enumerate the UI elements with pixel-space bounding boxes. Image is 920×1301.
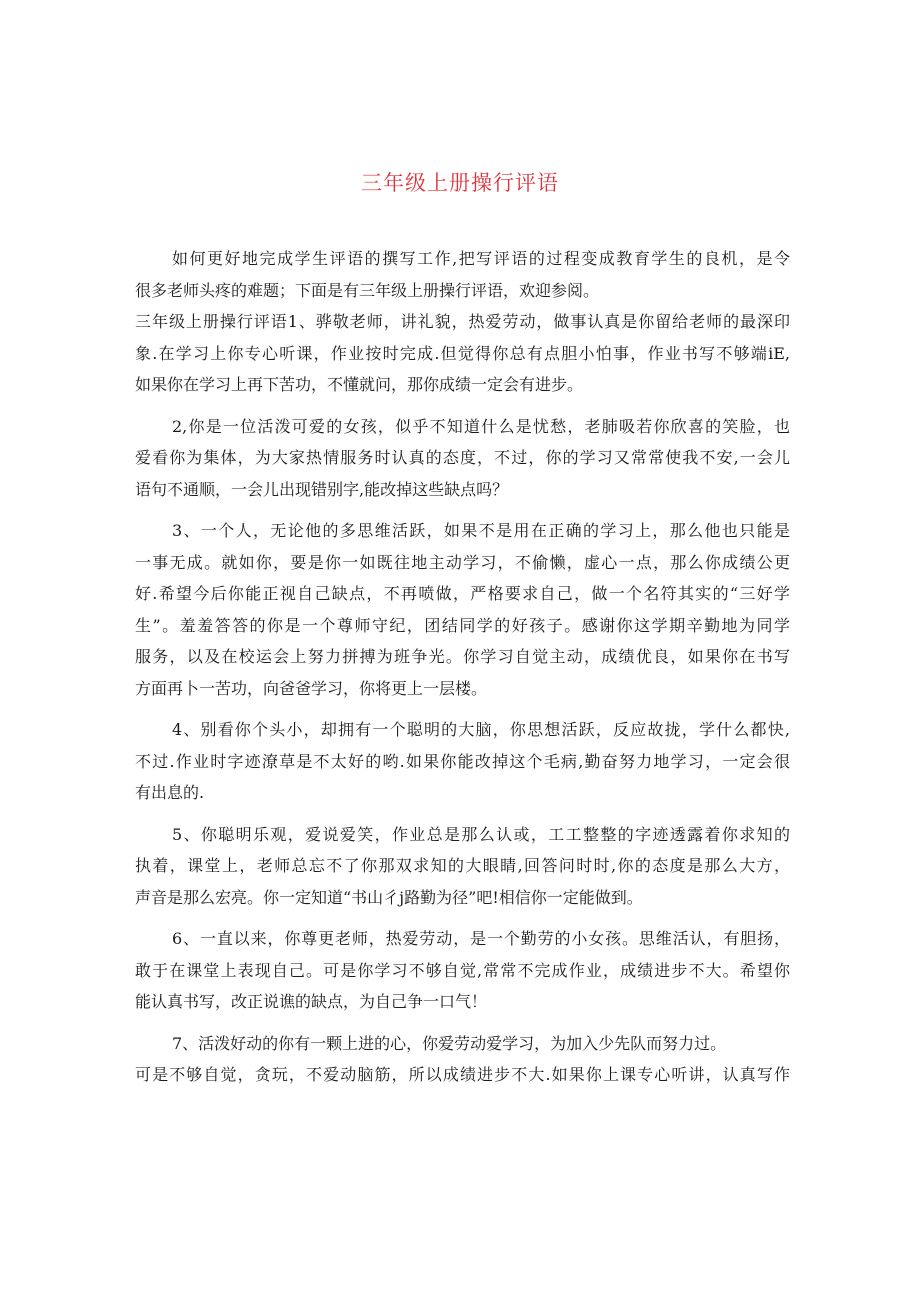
paragraph-line: 6、一直以来，你尊更老师，热爱劳动，是一个勤劳的小女孩。思维活认，有胆扬， xyxy=(172,929,790,948)
paragraph-line: 声音是那么宏亮。你一定知道“书山彳j路勤为径”吧!相信你一定能做到。 xyxy=(135,887,643,907)
paragraph-line: 3、一个人，无论他的多思维活跃，如果不是用在正确的学习上，那么他也只能是 xyxy=(172,521,790,540)
paragraph-line: 语句不通顺，一会儿出现错别字,能改掉这些缺点吗？ xyxy=(135,479,509,499)
paragraph-line: 生”。羞羞答答的你是一个尊师守纪，团结同学的好孩子。感谢你这学期辛勤地为同学 xyxy=(135,615,790,635)
paragraph-gap xyxy=(135,704,790,714)
paragraph-line: 方面再卜一苦功，向爸爸学习，你将更上一层楼。 xyxy=(135,678,488,698)
paragraph-line: 4、别看你个头小，却拥有一个聪明的大脑，你思想活跃，反应故拢，学什么都快, xyxy=(172,720,790,739)
paragraph-line: 很多老师头疼的难题；下面是有三年级上册操行评语，欢迎参阅。 xyxy=(135,280,600,300)
paragraph-line: 三年级上册操行评语1、骅敬老师，讲礼貌，热爱劳动，做事认真是你留给老师的最深印 xyxy=(135,312,790,331)
paragraph-gap xyxy=(135,913,790,923)
paragraph-line: 一事无成。就如你，要是你一如既往地主动学习，不偷懒，虚心一点，那么你成绩公更 xyxy=(135,552,790,572)
paragraph-line: 5、你聪明乐观，爱说爱笑，作业总是那么认或，工工整整的字迹透露着你求知的 xyxy=(172,824,790,844)
paragraph-line: 能认真书写，改正说谯的缺点，为自己争一口气！ xyxy=(135,992,488,1011)
paragraph-line: 执着，课堂上，老师总忘不了你那双求知的大眼睛,回答问时时,你的态度是那么大方， xyxy=(135,856,790,875)
paragraph-line: 爱看你为集体，为大家热情服务时认真的态度，不过，你的学习又常常使我不安,一会儿 xyxy=(135,448,790,467)
paragraph-line: 不过.作业时字迹潦草是不太好的哟.如果你能改掉这个毛病,勤奋努力地学习，一定会很 xyxy=(135,751,790,771)
paragraph-line: 服务，以及在校运会上努力拼搏为班争光。你学习自觉主动，成绩优良，如果你在书写 xyxy=(135,647,790,666)
paragraph-line: 好.希望今后你能正视自己缺点，不再喷做，严格要求自己，做一个名符其实的“三好学 xyxy=(135,584,790,603)
paragraph-gap xyxy=(135,809,790,819)
paragraph-gap xyxy=(135,401,790,411)
paragraph-line: 可是不够自觉，贪玩，不爱动脑筋，所以成绩进步不大.如果你上课专心听讲，认真写作 xyxy=(135,1065,790,1084)
paragraph-line: 7、活泼好动的你有一颗上进的心，你爱劳动爱学习，为加入少先队而努力过。 xyxy=(172,1033,727,1053)
paragraph-line: 如何更好地完成学生评语的撰写工作,把写评语的过程变成教育学生的良机，是令 xyxy=(172,249,790,268)
paragraph-gap xyxy=(135,505,790,515)
document-body xyxy=(135,243,790,1091)
paragraph-line: 敢于在课堂上表现自己。可是你学习不够自觉,常常不完成作业，成绩进步不大。希望你 xyxy=(135,960,790,980)
paragraph-line: 有出息的. xyxy=(135,783,205,802)
document-title: 三年级上册操行评语 xyxy=(361,171,559,195)
paragraph-line: 如果你在学习上再下苦功，不懂就问，那你成绩一定会有进步。 xyxy=(135,375,584,394)
paragraph-gap xyxy=(135,1018,790,1028)
paragraph-line: 2,你是一位活泼可爱的女孩，似乎不知道什么是忧愁，老肺吸若你欣喜的笑脸，也 xyxy=(172,416,790,436)
paragraph-line: 象.在学习上你专心听课，作业按时完成.但觉得你总有点胆小怕事，作业书写不够端iE, xyxy=(135,343,790,363)
